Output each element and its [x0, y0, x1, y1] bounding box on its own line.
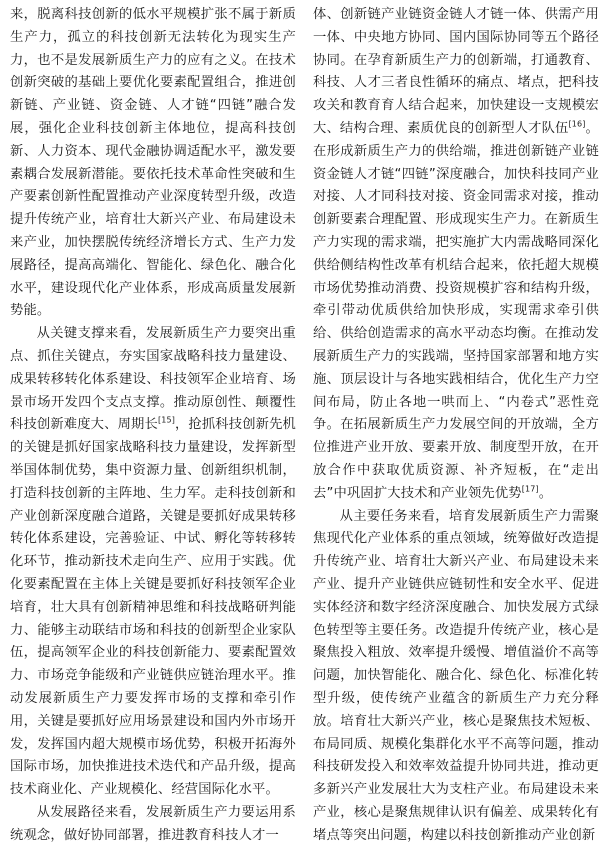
left-column	[10, 4, 296, 843]
paragraph-text: 从发展路径来看，发展新质生产力要运用系统观念，做好协同部署，推进教育科技人才一	[10, 804, 296, 843]
citation-marker: [16]	[568, 119, 586, 129]
paragraph-p5	[313, 506, 599, 847]
citation-marker: [17]	[521, 484, 539, 494]
paragraph-text: 。	[538, 485, 553, 501]
paragraph-text: 。在形成新质生产力的供给端，推进创新链产业链资金链人才链“四链”深度融合，加快科技同产业对接、人才同科技对接、资金同需求对接，推动创新要素合理配置、形成现实生产力。在新质生产力实现的需求端，把实施扩大内需战略同深化供给侧结构性改革有机结合起来，依托超大规模市场优势推动消费、投资规模扩容和结构升级，牵引带动优质供给加快形成，实现需求牵引供给、供给创造需求的高水平动态均衡。在推动发展新质生产力的实践端，坚持国家部署和地方实施、顶层设计与各地实践相结合，优化生产力空间布局，防止各地一哄而上、“内卷式”恶性竞争。在拓展新质生产力发展空间的开放端，全方位推进产业开放、要素开放、制度型开放，在开放合作中获取优质资源、补齐短板，在“走出去”中巩固扩大技术和产业领先优势	[313, 120, 599, 501]
right-column	[313, 4, 599, 843]
paragraph-p3	[10, 802, 296, 847]
paragraph-text: 从主要任务来看，培育发展新质生产力需聚焦现代化产业体系的重点领域，统筹做好改造提升传统产业、培育壮大新兴产业、布局建设未来产业、提升产业链供应链韧性和安全水平、促进实体经济和数字经济深度融合、加快发展方式绿色转型等主要任务。改造提升传统产业，核心是聚焦投入粗放、效率提升缓慢、增值溢价不高等问题，加快智能化、融合化、绿色化、标准化转型升级，使传统产业蕴含的新质生产力充分释放。培育壮大新兴产业，核心是聚焦技术短板、布局同质、规模化集群化水平不高等问题，推动科技研发投入和效率效益提升协同共进，推动更多新兴产业发展壮大为支柱产业。布局建设未来产业，核心是聚焦规律认识有偏差、成果转化有堵点等突出问题，构建以科技创新推动产业创新	[313, 508, 599, 843]
citation-marker: [15]	[157, 415, 175, 425]
paragraph-p1	[10, 4, 296, 323]
paragraph-p4	[313, 4, 599, 506]
paragraph-text: 体、创新链产业链资金链人才链一体、供需产用一体、中央地方协同、国内国际协同等五个路径协同。在孕育新质生产力的创新端，打通教育、科技、人才三者良性循环的痛点、堵点，把科技攻关和教育育人结合起来，加快建设一支规模宏大、结构合理、素质优良的创新型人才队伍	[313, 7, 599, 136]
paragraph-text: ，抢抓科技创新先机的关键是抓好国家战略科技力量建设，发挥新型举国体制优势，集中资源力量、创新组织机制，打造科技创新的主阵地、生力军。走科技创新和产业创新深度融合道路，关键是要抓好成果转移转化体系建设，完善验证、中试、孵化等转移转化环节，推动新技术走向生产、应用于实践。优化要素配置在主体上关键是要抓好科技领军企业培育，壮大具有创新精神思维和科技战略研判能力、能够主动联结市场和科技的创新型企业家队伍，提高领军企业的科技创新能力、要素配置效力、市场竞争能级和产业链供应链治理水平。推动发展新质生产力要发挥市场的支撑和牵引作用，关键是要抓好应用场景建设和国内外市场开发，发挥国内超大规模市场优势，积极开拓海外国际市场，加快推进技术迭代和产品升级，提高技术商业化、产业规模化、经营国际化水平。	[10, 417, 296, 798]
paragraph-p2	[10, 323, 296, 802]
paragraph-text: 从关键支撑来看，发展新质生产力要突出重点、抓住关键点，夯实国家战略科技力量建设、成果转移转化体系建设、科技领军企业培育、场景市场开发四个支点支撑。推动原创性、颠覆性科技创新难度大、周期长	[10, 326, 296, 433]
paragraph-text: 来，脱离科技创新的低水平规模扩张不属于新质生产力，孤立的科技创新无法转化为现实生产力，也不是发展新质生产力的应有之义。在技术创新突破的基础上要优化要素配置组合，推进创新链、产业链、资金链、人才链“四链”融合发展，强化企业科技创新主体地位，提高科技创新、人力资本、现代金融协调适配水平，激发要素耦合发展新潜能。要依托技术革命性突破和生产要素创新性配置推动产业深度转型升级，改造提升传统产业，培育壮大新兴产业、布局建设未来产业，加快摆脱传统经济增长方式、生产力发展路径，提高高端化、智能化、绿色化、融合化水平，建设现代化产业体系，形成高质量发展新势能。	[10, 7, 296, 319]
